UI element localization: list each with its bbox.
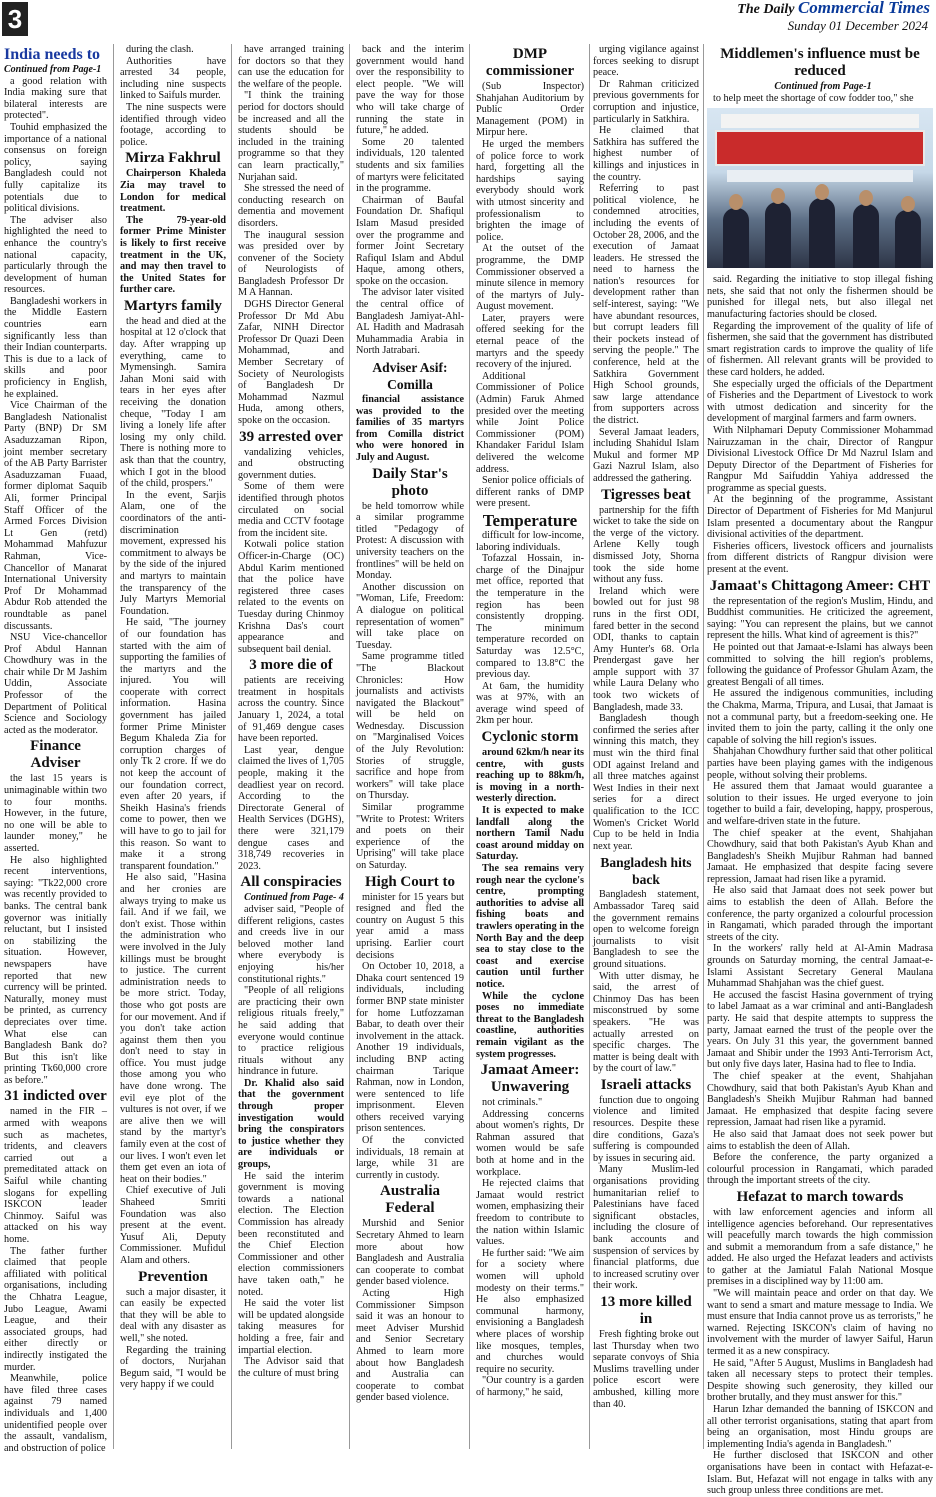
article-paragraph: Dr Rahman criticized previous governments for corruption and injustice, particularly in Satkhira. xyxy=(593,78,699,125)
article-paragraph: "Our country is a garden of harmony," he said, xyxy=(476,1375,584,1398)
column-2 xyxy=(120,44,226,1454)
headline-13-more-killed: 13 more killed in xyxy=(600,1293,692,1327)
article-paragraph: Before the conference, the party organized a colourful procession in Rangamati, which paraded through the important streets of the city. xyxy=(707,1152,933,1187)
article-lead: around 62km/h near its centre, with gusts reaching up to 88km/h, is moving in a north-westerly direction. xyxy=(476,747,584,805)
article-paragraph: Tofazzal Hossain, in-charge of the Dinajpur met office, reported that the temperature in the region has been consistently dropping. The minimum temperature recorded on Saturday was 12.5°C, compared to 13.8°C the previous day. xyxy=(476,553,584,681)
article-paragraph: The sea remains very rough near the cyclone's centre, prompting authorities to advise all fishing boats and trawlers operating in the North Bay and the deep sea to stay close to the coast and exercise caution until further notice. xyxy=(476,863,584,990)
column-1 xyxy=(4,44,107,1454)
article-paragraph: "I think the training period for doctors should be increased and all the students should be included in the training programme so that they can learn practically," Nurjahan said. xyxy=(238,90,344,183)
article-paragraph: urging vigilance against forces seeking to disrupt peace. xyxy=(593,44,699,79)
headline-mirza-fakhrul: Mirza Fakhrul xyxy=(125,150,221,167)
article-paragraph: Bangladeshi workers in the Middle Eastern countries earn significantly less than their Indian counterparts. This is due to a lack of skills and poor proficiency in English, he explained. xyxy=(4,295,107,400)
article-paragraph: He accused the fascist Hasina government of trying to label Jamaat as a war criminal and anti-Bangladesh party. He said that despite attempts to suppress the party, Jamaat earned the trust of the people over the years. On July 31 this year, the government banned Jamaat and Shibir under the 1993 Anti-Terrorism Act, but only five days later, Hasina had to flee to India. xyxy=(707,989,933,1071)
headline-israeli-attacks: Israeli attacks xyxy=(600,1076,692,1093)
newspaper-name xyxy=(737,0,930,18)
article-paragraph: On October 10, 2018, a Dhaka court sentenced 19 individuals, including former BNP state minister for home Lutfozzaman Babar, to death over their involvement in the attack. Another 19 individuals, including BNP acting chairman Tarique Rahman, now in London, were sentenced to life imprisonment. Eleven others received varying prison sentences. xyxy=(356,961,464,1135)
headline-martyrs-family: Martyrs family xyxy=(124,297,222,314)
article-paragraph: the representation of the region's Muslim, Hindu, and Buddhist communities. He criticized the agreement, saying: "You can represent the plains, but we cannot represent the hills. What kind of agreement is this?" xyxy=(707,595,933,642)
article-paragraph: Acting High Commissioner Simpson said it was an honour to meet Adviser Murshid and Senior Secretary Ahmed to learn more about how Bangladesh and Australia can cooperate to combat gender based violence. xyxy=(356,1288,464,1404)
article-lead: Chairperson Khaleda Zia may travel to London for medical treatment. xyxy=(120,168,226,215)
headline-adviser-asif: Adviser Asif: Comilla xyxy=(372,360,448,393)
article-paragraph: partnership for the fifth wicket to take the side on the verge of the victory. Arlene Kelly tough dismissed Joty, Shorna took the side home without any fuss. xyxy=(593,504,699,586)
article-paragraph: Several Jamaat leaders, including Shahidul Islam Mukul and former MP Gazi Nazrul Islam, also addressed the gathering. xyxy=(593,426,699,484)
article-paragraph: The inaugural session was presided over by convener of the Society of Neurologists of Bangladesh Professor Dr M A Hannan. xyxy=(238,229,344,299)
article-paragraph: He said the voter list will be updated alongside taking measures for holding a free, fair and impartial election. xyxy=(238,1298,344,1356)
article-paragraph: not criminals." xyxy=(482,1097,543,1109)
article-paragraph: Bangladesh though confirmed the series after winning this match, they must win the third final ODI against Ireland and all three matches against West Indies in their next series for a direct qualification to the ICC Women's Cricket World Cup to be held in India next year. xyxy=(593,713,699,852)
publication-date: Sunday 01 December 2024 xyxy=(787,18,928,33)
article-paragraph: He claimed that Satkhira has suffered the highest number of killings and injustices in the country. xyxy=(593,125,699,183)
article-paragraph: Kotwali police station Officer-in-Charge (OC) Abdul Karim mentioned that the police have registered three cases related to the events on Tuesday during Chinmoy Krishna Das's court appearance and subsequent bail denial. xyxy=(238,539,344,655)
headline-31-indicted: 31 indicted over xyxy=(4,1088,107,1105)
article-paragraph: He said, "The journey of our foundation has started with the aim of supporting the families of the martyrs and the injured. You will cooperate with correct information. Hasina government has jailed former Prime Minister Begum Khaleda Zia for corruption charges of only Tk 2 crore. If we do not keep the account of our foundation correct, even after 20 years, if Sheikh Hasina's friends come to power, then we will have to go to jail for this reason. So want to make it a strong transparent foundation." xyxy=(120,617,226,872)
article-paragraph: such a major disaster, it can easily be expected that they will be able to deal with any disaster as well," she noted. xyxy=(120,1286,226,1344)
headline-3-more-die: 3 more die of xyxy=(249,657,333,674)
article-paragraph: He said the interim government is moving towards a national election. The Election Commission has already been reconstituted and the Chief Election Commissioner and other election commissioners have taken oath," he noted. xyxy=(238,1170,344,1298)
article-paragraph: He pointed out that Jamaat-e-Islami has always been committed to solving the hill region's problems, following the guidance of Professor Ghulam Azam, the greatest Bengali of all times. xyxy=(707,642,933,688)
photo-red-banner xyxy=(715,130,925,166)
headline-middlemen: Middlemen's influence must be reduced xyxy=(720,46,920,79)
article-paragraph: function due to ongoing violence and limited resources. Despite these dire conditions, Gaza's suffering is compounded by issues in securing aid. xyxy=(593,1094,699,1164)
article-paragraph: said. Regarding the initiative to stop illegal fishing nets, she said that not only the fishermen should be punished for illegal nets, but also illegal net manufacturing factories should be closed. xyxy=(707,274,933,320)
headline-dmp-commissioner: DMP commissioner xyxy=(485,46,575,79)
article-paragraph: The adviser also highlighted the need to enhance the country's national capacity, particularly through the development of human resources. xyxy=(4,214,107,296)
article-paragraph: have arranged training for doctors so that they can use the education for the welfare of the people. xyxy=(238,44,344,90)
article-paragraph: The Advisor said that the culture of must bring xyxy=(238,1356,344,1379)
article-paragraph: Additional Commissioner of Police (Admin) Faruk Ahmed presided over the meeting while Joint Police Commissioner (POM) Khandaker Faridul Islam delivered the welcome address. xyxy=(476,370,584,475)
article-paragraph: He rejected claims that Jamaat would restrict women, emphasizing their freedom to contribute to the nation within Islamic values. xyxy=(476,1178,584,1248)
headline-cyclonic-storm: Cyclonic storm xyxy=(481,729,579,746)
article-paragraph: Similar programme "Write to Protest: Writers and poets on their experience of the Uprising" will take place on Saturday. xyxy=(356,802,464,871)
article-lead: financial assistance was provided to the families of 35 martyrs from Comilla district who were honored in July and August. xyxy=(356,394,464,463)
article-paragraph: Fresh fighting broke out last Thursday when two separate convoys of Shia Muslims travelling under police escort were ambushed, killing more than 40. xyxy=(593,1328,699,1410)
article-paragraph: With utter dismay, he said, the arrest of Chinmoy Das has been misconstrued by some speakers. "He was actually arrested on specific charges. The matter is being dealt with by the court of law." xyxy=(593,970,699,1075)
article-paragraph: Some 20 talented individuals, 120 talented students and six families of martyrs were felicitated in the programme. xyxy=(356,136,464,195)
event-photo xyxy=(707,108,933,268)
headline-bangladesh-hits-back: Bangladesh hits back xyxy=(600,855,692,888)
photo-person xyxy=(895,210,921,268)
article-paragraph: Bangladesh statement, Ambassador Tareq said the government remains open to welcome foreign journalists to visit Bangladesh to see the ground situations. xyxy=(593,889,699,970)
photo-person xyxy=(853,204,879,268)
article-paragraph: Regarding the training of doctors, Nurjahan Begum said, "I would be very happy if we could xyxy=(120,1344,226,1391)
column-divider xyxy=(589,44,590,1449)
continued-note: Continued from Page-1 xyxy=(774,81,872,92)
article-paragraph: He also said that Jamaat does not seek power but aims to establish the deen of Allah. xyxy=(707,1128,933,1152)
article-paragraph: The father further claimed that people affiliated with political organisations, including the Chhatra League, Jubo League, Awami League, and their associated groups, had either directly or indirectly instigated the murder. xyxy=(4,1245,107,1373)
article-paragraph: back and the interim government would hand over the responsibility to elect people. "We will pave the way for those who will take charge of running the state in future," he added. xyxy=(356,44,464,137)
article-paragraph: Vice Chairman of the Bangladesh Nationalist Party (BNP) Dr SM Asaduzzaman Ripon, joint member secretary of the AB Party Barrister Asaduzzaman Fuaad, former diplomat Saquib Ali, former Principal Staff Officer of the Armed Forces Division Lt Gen (retd) Mohammad Mahfuzur Rahman, Vice-Chancellor of Manarat International University Prof Dr Mohammad Abdur Rob attended the roundtable as panel discussants. xyxy=(4,400,107,632)
article-paragraph: At the outset of the programme, the DMP Commissioner observed a minute silence in memory of the martyrs of July-August movement. xyxy=(476,243,584,313)
article-paragraph: At 6am, the humidity was at 97%, with an average wind speed of 2km per hour. xyxy=(476,680,584,727)
headline-jamaat-chittagong: Jamaat's Chittagong Ameer: CHT xyxy=(709,577,931,594)
article-paragraph: "We will maintain peace and order on that day. We want to send a smart and mature message to India. We must ensure that India cannot prove us as terrorists," he warned. Rejecting ISKCON's claim of having no involvement with the murder of lawyer Saiful, Harun termed it as a new conspiracy. xyxy=(707,1288,933,1358)
article-paragraph: NSU Vice-chancellor Prof Abdul Hannan Chowdhury was in the chair while Dr M Jashim Uddin, Associate Professor of the Department of Political Science and Sociology acted as the moderator. xyxy=(4,632,107,736)
photo-person xyxy=(809,198,835,268)
article-paragraph: Last year, dengue claimed the lives of 1,705 people, making it the deadliest year on record. According to the Directorate General of Health Services (DGHS), there were 321,179 dengue cases and 318,749 recoveries in 2023. xyxy=(238,744,344,872)
column-4 xyxy=(356,44,464,1454)
article-paragraph: In the event, Sarjis Alam, one of the coordinators of the anti-discrimination movement, expressed his commitment to always be by the side of the injured and martyrs to maintain the transparency of the July Martyrs Memorial Foundation. xyxy=(120,489,226,617)
article-paragraph: with law enforcement agencies and inform all intelligence agencies beforehand. Our representatives will peacefully march towards the high commission and submit a memorandum from a safe distance," he added. He also urged the Hefazat leaders and activists to gather at the Jamiatul Falah National Mosque premises in a disciplined way by 11:00 am. xyxy=(707,1206,933,1288)
article-paragraph: adviser said, "People of different religions, castes and creeds live in our beloved mother land where everybody is enjoying his/her constitutional rights." xyxy=(238,903,344,985)
article-paragraph: vandalizing vehicles, and obstructing government duties. xyxy=(238,446,344,481)
article-paragraph: She especially urged the officials of the Department of Fisheries and the Department of Livestock to work with utmost dedication and sincerity for the development of marginal farmers and farm owners. xyxy=(707,378,933,425)
article-paragraph: Same programme titled "The Blackout Chronicles: How journalists and activists navigated the Blackout" will be held on Wednesday. Discussion on "Marginalised Voices of the July Revolution: Stories of struggle, sacrifice and hope from workers" will take place on Thursday. xyxy=(356,651,464,802)
column-divider xyxy=(349,44,350,1449)
page-number: 3 xyxy=(2,2,28,36)
article-paragraph: Touhid emphasized the importance of a national consensus on foreign policy, saying Bangladesh could not fully capitalize its potentials due to political divisions. xyxy=(4,121,107,215)
continued-note: Continued from Page-1 xyxy=(4,64,102,75)
headline-jamaat-ameer: Jamaat Ameer: Unwavering xyxy=(480,1062,580,1096)
article-paragraph: The nine suspects were identified through video footage, according to police. xyxy=(120,101,226,148)
article-paragraph: In the workers' rally held at Al-Amin Madrasa grounds on Saturday morning, the central Jamaat-e-Islami Assistant Secretary General Maulana Muhammad Shahjahan was the chief guest. xyxy=(707,943,933,990)
article-paragraph: a good relation with India making sure that bilateral interests are protected". xyxy=(4,75,107,122)
article-paragraph: Another discussion on "Woman, Life, Freedom: A dialogue on political representation of women" will take place on Tuesday. xyxy=(356,581,464,651)
headline-prevention: Prevention xyxy=(138,1268,208,1285)
newspaper-name-main: Commercial Times xyxy=(797,0,930,17)
article-paragraph: He further disclosed that ISKCON and other organisations have been in contact with Hefazat-e-Islam. But, Hefazat will not engage in talks with any such group unless three conditions are met. xyxy=(707,1450,933,1497)
article-paragraph: At the beginning of the programme, Assistant Director of Department of Fisheries for Md Manjurul Islam presented a documentary about the Rangpur divisional activities of the department. xyxy=(707,494,933,541)
column-divider xyxy=(231,44,232,1449)
article-paragraph: Many Muslim-led organisations providing humanitarian relief to Palestinians have faced significant obstacles, including the closure of bank accounts and suspension of services by financial platforms, due to increased scrutiny over their work. xyxy=(593,1164,699,1292)
headline-australia-federal: Australia Federal xyxy=(380,1183,440,1217)
headline-india-needs: India needs to xyxy=(4,46,101,63)
article-paragraph: Ireland which were bowled out for just 98 runs in the first ODI, fared better in the second ODI, thanks to captain Amy Hunter's 68. Orla Prendergast gave her ample support with 37 while Laura Delany who took two wickets of Bangladesh, made 33. xyxy=(593,585,699,713)
article-paragraph: He said, "After 5 August, Muslims in Bangladesh had taken all necessary steps to protect their temples. Despite showing such generosity, they killed our brother brutally, and they must answer for this." xyxy=(707,1357,933,1404)
article-paragraph: the head and died at the hospital at 12 o'clock that day. After wrapping up everything, came to Mymensingh. Samira Jahan Moni said with tears in her eyes after receiving the donation cheque, "Today I am living a lonely life after losing my only child. There is nothing more to ask than that the country, which I got in the blood of the child, prospers." xyxy=(120,315,226,490)
headline-finance-adviser: Finance Adviser xyxy=(30,738,81,772)
column-divider xyxy=(113,44,114,1449)
article-paragraph: Some of them were identified through photos circulated on social media and CCTV footage from the incident site. xyxy=(238,481,344,539)
article-paragraph: during the clash. xyxy=(126,44,194,55)
article-paragraph: It is expected to make landfall along the northern Tamil Nadu coast around midday on Saturday. xyxy=(476,805,584,863)
article-paragraph: patients are receiving treatment in hospitals across the country. Since January 1, 2024, a total of 91,469 dengue cases have been reported. xyxy=(238,675,344,745)
article-paragraph: He urged the members of police force to work hard, forgetting all the hardships saying everybody should work with utmost sincerity and professionalism to brighten the image of police. xyxy=(476,138,584,243)
article-paragraph: DGHS Director General Professor Dr Md Abu Zafar, NINH Director Professor Dr Quazi Deen Mohammad, and Member Secretary of Society of Neurologists of Bangladesh Dr Mohammad Nazmul Huda, among others, spoke on the occasion. xyxy=(238,299,344,426)
article-paragraph: Regarding the improvement of the quality of life of fishermen, she said that the government has distributed smart registration cards to improve the quality of life of fishermen. All relevant grants will be provided to these card holders, he added. xyxy=(707,320,933,378)
article-paragraph: Referring to past political violence, he condemned atrocities, including the events of October 28, 2006, and the execution of Jamaat leaders. He stressed the need to harness the nation's resources for development rather than self-interest, saying: "We have abundant resources, but corrupt leaders fill their pockets instead of serving the people." The conference, held at the Satkhira Government High School grounds, saw large attendance from supporters across the district. xyxy=(593,183,699,426)
article-paragraph: minister for 15 years but resigned and fled the country on August 5 this year amid a mass uprising. Earlier court decisions xyxy=(356,891,464,961)
headline-39-arrested: 39 arrested over xyxy=(239,428,343,445)
headline-hefazat: Hefazat to march towards xyxy=(736,1188,904,1205)
article-paragraph: The 79-year-old former Prime Minister is likely to first receive treatment in the UK, and may then travel to the United States for further care. xyxy=(120,214,226,296)
column-divider xyxy=(469,44,470,1449)
article-paragraph: Chairman of Baufal Foundation Dr. Shafiqul Islam Masud presided over the programme and former Joint Secretary Rafiqul Islam and Abdul Haque, among others, spoke on the occasion. xyxy=(356,194,464,287)
photo-banner-bottom xyxy=(727,170,913,182)
article-paragraph: Addressing concerns about women's rights, Dr Rahman assured that women would be safe both at home and in the workplace. xyxy=(476,1108,584,1178)
article-lead: Dr. Khalid also said that the government through proper investigation would bring the conspirators to justice whether they are individuals or groups, xyxy=(238,1077,344,1171)
article-paragraph: He also said that Jamaat does not seek power but aims to establish the deen of Allah. Before the conference, the party organized a colourful procession in Rangamati, which paraded through the important streets of the city. xyxy=(707,885,933,943)
article-paragraph: Shahjahan Chowdhury further said that other political parties have been playing games with the indigenous people, without solving their problems. xyxy=(707,746,933,781)
photo-person xyxy=(723,208,749,268)
article-paragraph: He also highlighted recent interventions, saying: "Tk22,000 crore was recently provided to banks. The central bank governor was initially reluctant, but I insisted on stabilizing the situation. However, newspapers have reported that new currency will be printed. Naturally, money must be printed, as currency depreciates over time. What else can Bangladesh Bank do? But this isn't like printing Tk60,000 crore as before." xyxy=(4,854,107,1086)
article-paragraph: With Nilphamari Deputy Commissioner Mohammad Nairuzzaman in the chair, Director of Rangpur Divisional Livestock Office Dr Md Nazrul Islam and Deputy Director of the Department of Fisheries for Rangpur Md Saifuddin Yahiya addressed the programme as special guests. xyxy=(707,424,933,494)
column-6 xyxy=(593,44,699,1454)
article-paragraph: He further said: "We aim for a society where women will uphold modesty on their terms." He also emphasized communal harmony, envisioning a Bangladesh where places of worship like mosques, temples, and churches would require no security. xyxy=(476,1247,584,1375)
article-paragraph: She stressed the need of conducting research on dementia and movement disorders. xyxy=(238,183,344,229)
article-paragraph: named in the FIR – armed with weapons such as machetes, tridents, and cleavers carried out a premeditated attack on Saiful while chanting slogans for expelling ISKCON leader Chinmoy. Saiful was attacked on his way home. xyxy=(4,1106,107,1245)
continued-note: Continued from Page- 4 xyxy=(244,892,344,904)
article-paragraph: He assured them that Jamaat would guarantee a solution to their issues. He urged everyone to join together to build a fair, developing, happy, prosperous, and welfare-driven state in the future. xyxy=(707,781,933,827)
article-paragraph: The advisor later visited the central office of Bangladesh Jamiyat-Ahl-AL Hadith and Madrasah Muhammadia Arabia in North Jatrabari. xyxy=(356,287,464,357)
headline-high-court: High Court to xyxy=(365,873,455,890)
article-paragraph: Later, prayers were offered seeking for the eternal peace of the martyrs and the speedy recovery of the injured. xyxy=(476,312,584,371)
photo-person xyxy=(765,202,791,268)
column-divider xyxy=(703,44,704,1449)
column-7 xyxy=(707,44,933,1497)
headline-temperature: Temperature xyxy=(482,510,578,530)
headline-daily-star-photo: Daily Star's photo xyxy=(372,465,448,499)
article-paragraph: While the cyclone poses no immediate threat to the Bangladesh coastline, authorities remain vigilant as the system progresses. xyxy=(476,990,584,1060)
article-paragraph: The chief speaker at the event, Shahjahan Chowdhury, said that both Pakistan's Ayub Khan and Bangladesh's Sheikh Mujibur Rahman had banned Jamaat. He emphasized that despite facing severe repression, Jamaat had risen like a pyramid. xyxy=(707,827,933,885)
article-paragraph: Authorities have arrested 34 people, including nine suspects linked to Saifuls murder. xyxy=(120,55,226,102)
article-paragraph: Of the convicted individuals, 18 remain at large, while 31 are currently in custody. xyxy=(356,1135,464,1181)
article-paragraph: (Sub Inspector) Shahjahan Auditorium by Public Order Management (POM) in Mirpur here. xyxy=(476,81,584,139)
article-paragraph: "People of all religions are practicing their own religious rituals freely," he said adding that everyone would continue to practice religious rituals without any hindrance in future. xyxy=(238,985,344,1078)
article-paragraph: Harun Izhar demanded the banning of ISKCON and all other terrorist organisations, stating that apart from being an organisation, most Hindu groups are implementing India's agenda in Bangladesh." xyxy=(707,1404,933,1450)
article-paragraph: He also said, "Hasina and her cronies are always trying to make us fail. And if we fail, we don't exist. Those within the administration who were involved in the July killings must be brought to justice. The current administration needs to be more strict. Today, those who got posts are for our movement. And if you don't take action against them then you don't need to stay in office. You must judge those among you who have done wrong. The evil eye plot of the vultures is not over, if we are alive then we will stand by the martyr's family even at the cost of our lives. I won't even let them get even an iota of heat on their bodies." xyxy=(120,872,226,1185)
article-paragraph: Meanwhile, police have filed three cases against 79 named individuals and 1,400 unidentified people over the assault, vandalism, and obstruction of police xyxy=(4,1373,107,1454)
article-paragraph: to help meet the shortage of cow fodder too," she xyxy=(713,92,914,104)
article-paragraph: Fisheries officers, livestock officers and journalists from different districts of Rangpur division were present at the event. xyxy=(707,540,933,576)
column-5 xyxy=(476,44,584,1454)
photo-banner-top xyxy=(721,114,919,128)
newspaper-name-prefix: The Daily xyxy=(737,2,795,17)
article-paragraph: be held tomorrow while a similar programme titled "Pedagogy of Protest: A discussion with university teachers on the frontlines" will be held on Monday. xyxy=(356,500,464,582)
masthead xyxy=(0,0,936,44)
article-paragraph: the last 15 years is unimaginable within two to four months. However, in the future, no one will be able to launder money," he asserted. xyxy=(4,773,107,854)
article-paragraph: He assured the indigenous communities, including the Chakma, Marma, Tripura, and Lusai, that Jamaat is not a communal party, but a freedom-seeking one. He invited them to join the party, calling it the only one capable of solving the hill region's issues. xyxy=(707,688,933,746)
column-3 xyxy=(238,44,344,1454)
headline-all-conspiracies: All conspiracies xyxy=(240,874,342,891)
article-paragraph: Murshid and Senior Secretary Ahmed to learn more about how Bangladesh and Australia can cooperate to combat gender based violence. xyxy=(356,1218,464,1288)
article-paragraph: Chief executive of Juli Shaheed Smriti Foundation was also present at the event. Yusuf Ali, Deputy Commissioner. Mufidul Alam and others. xyxy=(120,1185,226,1266)
article-paragraph: Senior police officials of different ranks of DMP were present. xyxy=(476,475,584,510)
article-paragraph: The chief speaker at the event, Shahjahan Chowdhury, said that both Pakistan's Ayub Khan and Bangladesh's Sheikh Mujibur Rahman had banned Jamaat. He emphasized that despite facing severe repression, Jamaat had risen like a pyramid. xyxy=(707,1070,933,1129)
article-paragraph: difficult for low-income, laboring individuals. xyxy=(476,529,584,553)
headline-tigresses-beat: Tigresses beat xyxy=(601,486,691,503)
